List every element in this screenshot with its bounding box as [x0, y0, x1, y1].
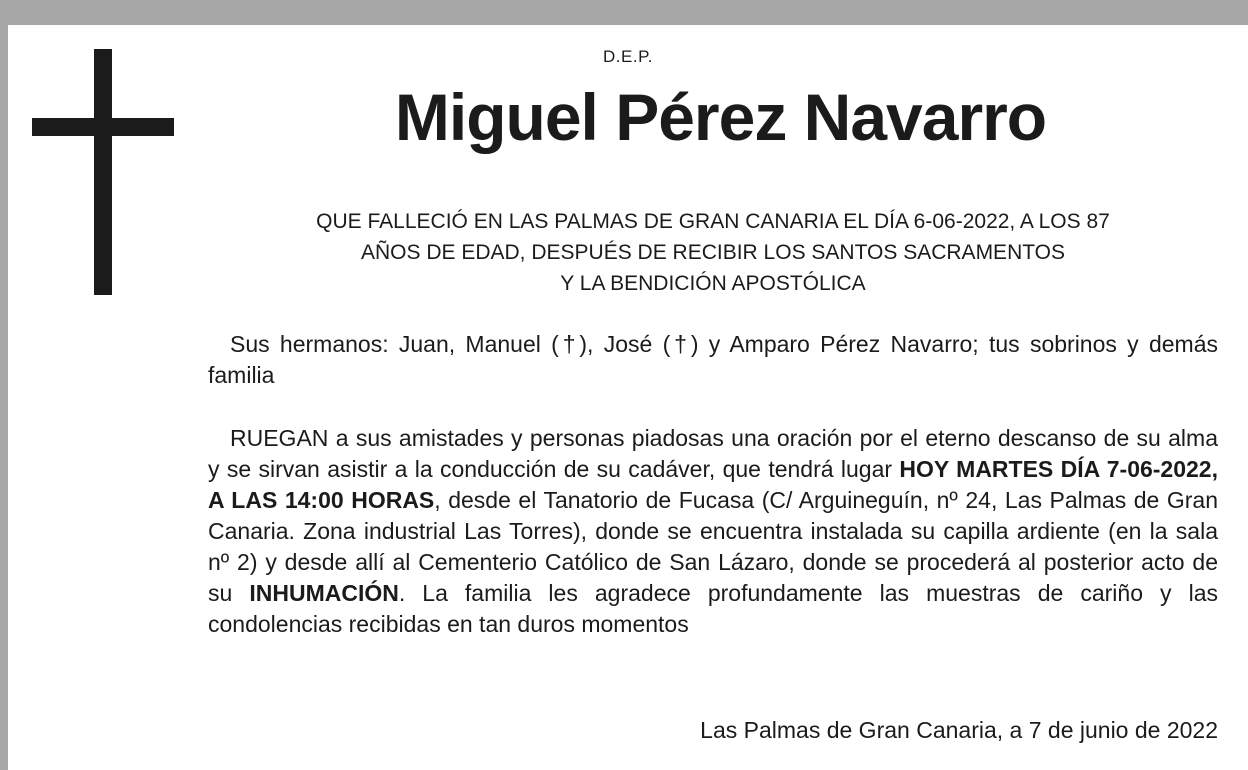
dep-heading: D.E.P.: [603, 47, 653, 66]
death-details: [208, 206, 1218, 299]
death-details-line: AÑOS DE EDAD, DESPUÉS DE RECIBIR LOS SANTOS SACRAMENTOS: [360, 241, 1066, 264]
request-text: . La familia les agradece profundamente las muestras de cariño y las condolencias recibidas en tan duros momentos: [208, 580, 1218, 637]
cross-horizontal-bar: [32, 118, 174, 136]
cross-vertical-bar: [94, 49, 112, 295]
request-text: RUEGAN a sus amistades y personas piadosas una oración por el eterno descanso de su alma y se sirvan asistir a la conducción de su cadáver, que tendrá lugar: [208, 425, 1218, 482]
funeral-time: HOY MARTES DÍA 7-06-2022, A LAS 14:00 HORAS: [208, 456, 1218, 513]
request-text: , desde el Tanatorio de Fucasa (C/ Arguineguín, nº 24, Las Palmas de Gran Canaria. Zona industrial Las Torres), donde se encuentra instalada su capilla ardiente (en la sala nº 2) y desde allí al Cementerio Católico de San Lázaro, donde se procederá al posterior acto de su: [208, 487, 1219, 606]
death-details-line: QUE FALLECIÓ EN LAS PALMAS DE GRAN CANARIA EL DÍA 6-06-2022, A LOS 87: [316, 210, 1110, 233]
request-paragraph: [208, 423, 1218, 640]
deceased-name: Miguel Pérez Navarro: [394, 80, 1047, 154]
family-paragraph: Sus hermanos: Juan, Manuel (†), José (†) y Amparo Pérez Navarro; tus sobrinos y demás familia: [208, 331, 1218, 388]
obituary-notice: [8, 25, 1248, 770]
place-and-date: Las Palmas de Gran Canaria, a 7 de junio de 2022: [700, 717, 1218, 743]
burial-label: INHUMACIÓN: [249, 580, 399, 606]
death-details-line: Y LA BENDICIÓN APOSTÓLICA: [560, 272, 866, 295]
